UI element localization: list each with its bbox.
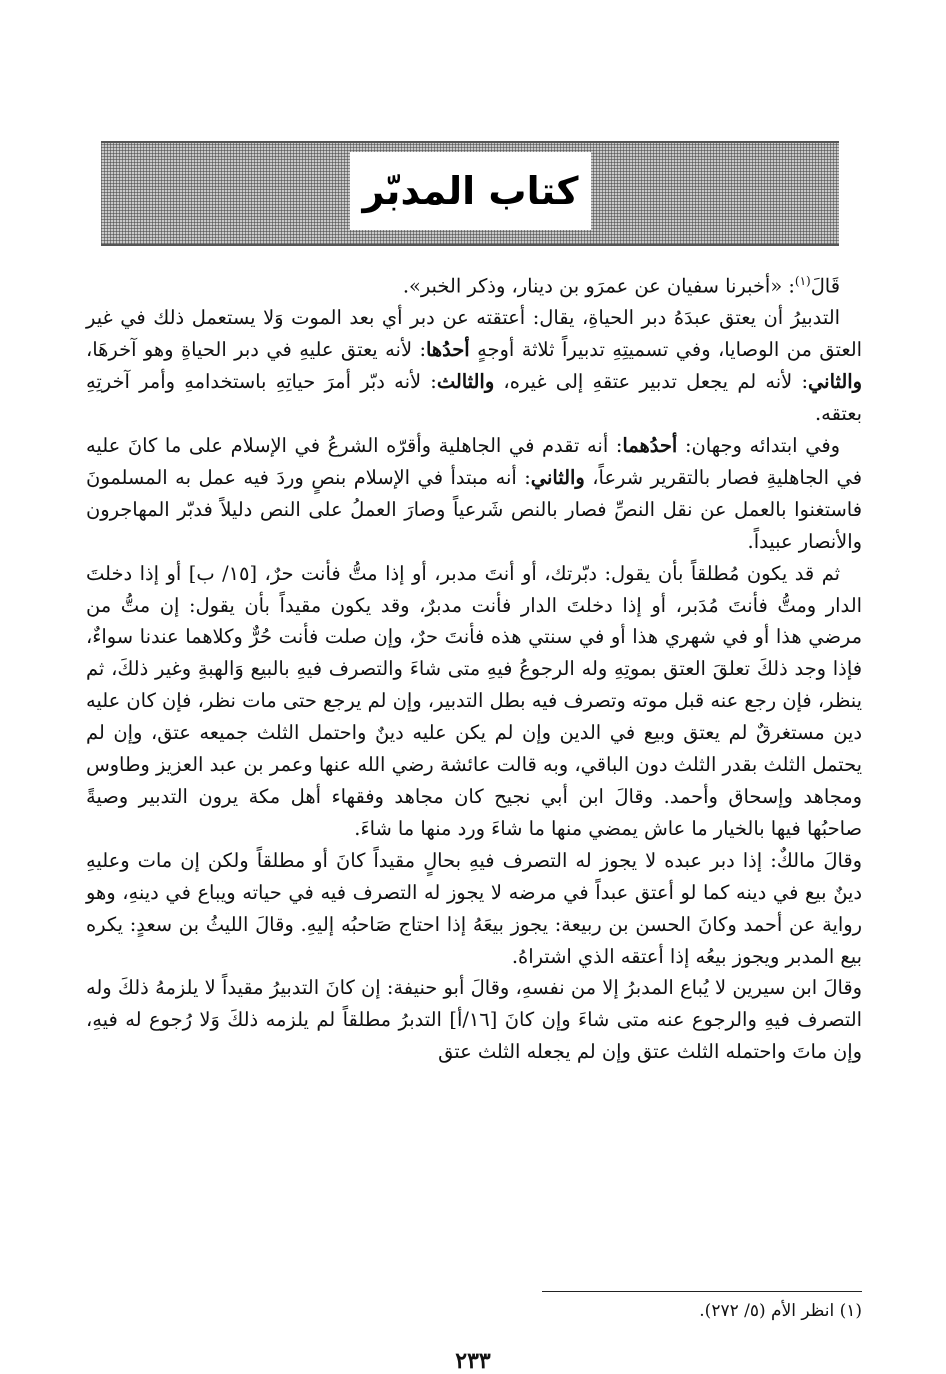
text-run: التدبيرُ أن يعتق عبدَهُ دبر الحياةِ، يقال: أعتقته عن دبر أي بعد الموت وَلا يستعمل ذلك في غير العتق من الوصايا، وفي تسميتِهِ تدبيراً ثلاثة أوجهٍ (86, 306, 862, 362)
intro-text: : «أخبرنا سفيان عن عمرَو بن دينار، وذكر الخبر». (402, 274, 795, 298)
page-number: ٢٣٣ (455, 1348, 491, 1374)
paragraph-origin (86, 430, 862, 558)
bold-term: أحدُها (426, 338, 470, 362)
paragraph-malik: وقالَ مالكٌ: إذا دبر عبده لا يجوز له التصرف فيهِ بحالٍ مقيداً كانَ أو مطلقاً ولكن إن مات وعليهِ دينٌ بيع في دينه كما لو أعتق عبداً في مرضه لا يجوز له التصرف فيه في حياته ويباع في دينهِ، وهو رواية عن أحمد وكانَ الحسن بن ربيعة: يجوز بيعَهُ إذا احتاج صَاحبُه إليهِ. وقالَ الليثُ بن سعدٍ: يكره بيع المدبر ويجوز بيعُه إذا أعتقه الذي اشتراهُ. (86, 848, 862, 968)
bold-term: والثاني (808, 370, 862, 394)
paragraph-forms: ثم قد يكون مُطلقاً بأن يقول: دبّرتك، أو أنتَ مدبر، أو إذا متُّ فأنت حرٌ، [١٥/ ب] أو إذا دخلتَ الدار ومتُّ فأنتَ مُدَبر، أو إذا دخلتَ الدار فأنت مدبرٌ، وقد يكون مقيداً بأن يقول: إن متُّ من مرضي هذا أو في شهري هذا أو في سنتي هذه فأنتَ حرٌ، وإن صلت فأنت حُرٌّ وكلاهما عندنا سواءٌ، فإذا وجد ذلكَ تعلقَ العتق بموتِهِ وله الرجوعُ فيهِ متى شاءَ والتصرف فيهِ بالبيع وَالهبةِ وغير ذلكَ، ثم ينظر، فإن رجع عنه قبل موته وتصرف فيه بطل التدبير، وإن لم يرجع حتى مات نظر، فإن كان عليه دين مستغرقٌ لم يعتق وبيع في الدين وإن لم يكن عليه دينٌ واحتمل الثلث جميعه عتق، وإن لم يحتمل الثلث بقدر الثلث دون الباقي، وبه قالت عائشة رضي الله عنها وعمر بن عبد العزيز وطاوس ومجاهد وإسحاق وأحمد. وقالَ ابن أبي نجيح كان مجاهد وفقهاء أهل مكة يرون التدبير وصيةً صاحبُها فيها بالخيار ما عاش يمضي منها ما شاءَ ورد منها ما شاءَ. (86, 561, 862, 840)
footnote: (١) انظر الأم (٥/ ٢٧٢). (699, 1301, 862, 1321)
text-run: : أنه تقدم في الجاهلية وأقرّه الشرعُ في الإسلام على ما كانَ عليه في الجاهليةِ فصار بالتقرير شرعاً، (86, 434, 862, 489)
footnote-divider (542, 1291, 862, 1292)
paragraph-definition (86, 302, 862, 430)
bold-term: والثالث (436, 370, 495, 394)
intro-lead: قَالَ (810, 274, 840, 298)
text-run: وفي ابتدائه وجهان: (677, 434, 840, 457)
text-run: : أنه مبتدأ في الإسلام بنصٍ وردَ فيه عمل به المسلمونَ فاستغنوا بالعمل عن نقل النصِّ فصار بالنص شَرعياً وصارَ العملُ على النص دليلاً فدبّر المهاجرون والأنصار عبيداً. (86, 465, 862, 553)
bold-term: والثاني (530, 465, 585, 489)
text-run: : لأنه دبّر أمرَ حياتِهِ باستخدامهِ وأمر آخرتِهِ بعتقه. (86, 370, 862, 426)
body-text (86, 266, 862, 1068)
page-title: كتاب المدبّر (362, 169, 579, 213)
paragraph-hanafi: وقالَ ابن سيرين لا يُباع المدبرُ إلا من نفسهِ، وقالَ أبو حنيفة: إن كانَ التدبيرُ مقيداً لا يلزمهُ ذلكَ وله التصرف فيهِ والرجوع عنه متى شاءَ وإن كانَ [١٦/أ] التدبرُ مطلقاً لم يلزمه ذلكَ وَلا رُجوع له فيهِ، وإن ماتَ واحتمله الثلث عتق وإن لم يجعله الثلث عتق (86, 976, 862, 1064)
bold-term: أحدُهما (622, 434, 678, 457)
intro-paragraph (86, 266, 862, 302)
footnote-ref[interactable]: (١) (794, 274, 811, 288)
title-box (350, 152, 591, 230)
text-run: : لأنه يعتق عليهِ في دبر الحياةِ وهو آخرهَا، (86, 338, 426, 362)
text-run: : لأنه لم يجعل تدبير عتقهِ إلى غيره، (494, 370, 809, 394)
